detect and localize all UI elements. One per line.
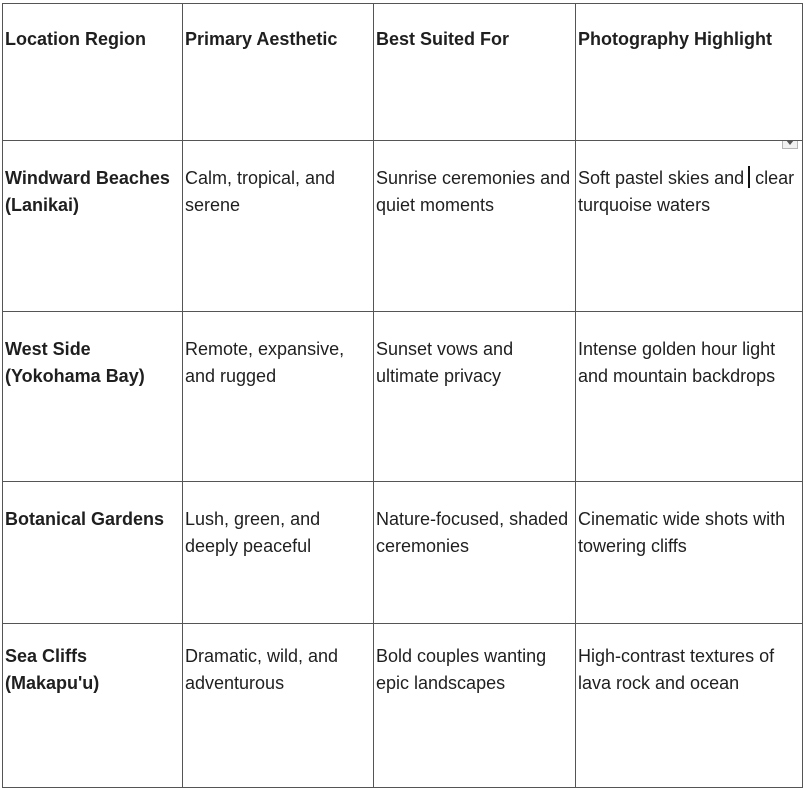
header-cell-photography-highlight[interactable]: Photography Highlight: [576, 4, 803, 141]
table-row: [3, 482, 803, 624]
active-cell-content: [578, 165, 800, 219]
header-cell-best-suited-for[interactable]: Best Suited For: [374, 4, 576, 141]
table-row: [3, 312, 803, 482]
best-for-cell[interactable]: Nature-focused, shaded ceremonies: [374, 482, 576, 624]
region-cell[interactable]: Windward Beaches (Lanikai): [3, 141, 183, 312]
header-cell-location-region[interactable]: Location Region: [3, 4, 183, 141]
comparison-table: [2, 3, 803, 788]
best-for-cell[interactable]: Sunrise ceremonies and quiet moments: [374, 141, 576, 312]
aesthetic-cell[interactable]: Lush, green, and deeply peaceful: [183, 482, 374, 624]
highlight-cell[interactable]: Intense golden hour light and mountain backdrops: [576, 312, 803, 482]
header-cell-primary-aesthetic[interactable]: Primary Aesthetic: [183, 4, 374, 141]
text-cursor: [748, 166, 750, 188]
table-row: [3, 141, 803, 312]
aesthetic-cell[interactable]: Calm, tropical, and serene: [183, 141, 374, 312]
highlight-cell[interactable]: High-contrast textures of lava rock and ocean: [576, 624, 803, 788]
region-cell[interactable]: Sea Cliffs (Makapu'u): [3, 624, 183, 788]
highlight-cell[interactable]: Cinematic wide shots with towering cliffs: [576, 482, 803, 624]
header-row: [3, 4, 803, 141]
best-for-cell[interactable]: Sunset vows and ultimate privacy: [374, 312, 576, 482]
table-row: [3, 624, 803, 788]
region-cell[interactable]: Botanical Gardens: [3, 482, 183, 624]
highlight-text: Soft pastel skies and clear turquoise waters: [578, 168, 795, 215]
aesthetic-cell[interactable]: Remote, expansive, and rugged: [183, 312, 374, 482]
best-for-cell[interactable]: Bold couples wanting epic landscapes: [374, 624, 576, 788]
aesthetic-cell[interactable]: Dramatic, wild, and adventurous: [183, 624, 374, 788]
cell-menu-button[interactable]: [782, 141, 798, 150]
chevron-down-icon: [786, 141, 794, 146]
highlight-cell-active[interactable]: [576, 141, 803, 312]
region-cell[interactable]: West Side (Yokohama Bay): [3, 312, 183, 482]
